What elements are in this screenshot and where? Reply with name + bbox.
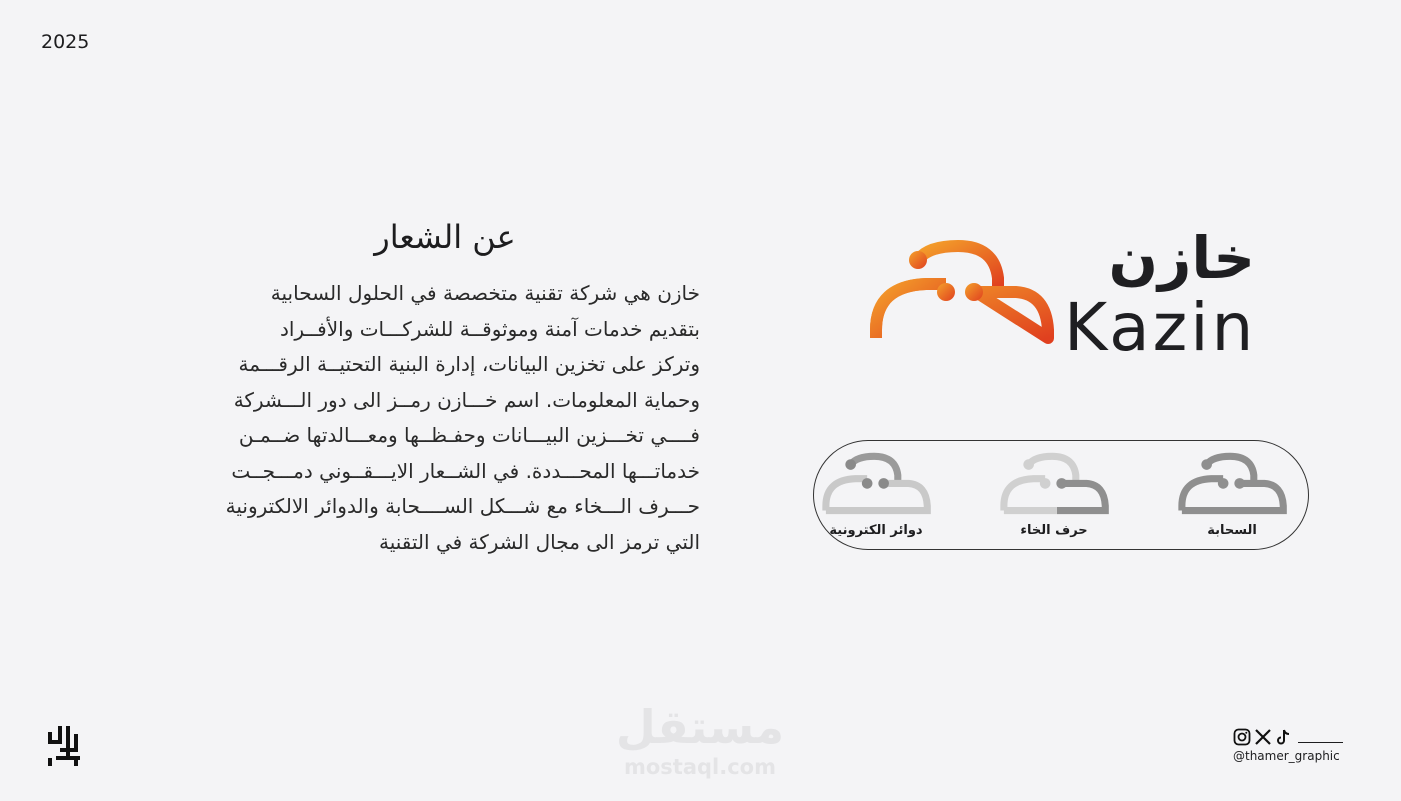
instagram-icon[interactable] xyxy=(1233,728,1251,746)
variant-label: دوائر الكترونية xyxy=(829,523,923,538)
cloud-circuit-dots-icon xyxy=(820,451,932,517)
about-line: التي ترمز الى مجال الشركة في التقنية xyxy=(378,529,700,554)
about-heading: عن الشعار xyxy=(374,218,516,256)
cloud-icon xyxy=(1176,451,1288,517)
kazin-logo-mark-icon xyxy=(866,238,1056,348)
about-line: خدماتـــها المحـــددة. في الشــعار الايـــقــوني دمـــجــت xyxy=(231,458,700,483)
variant-cloud xyxy=(1167,451,1297,538)
x-icon[interactable] xyxy=(1254,728,1272,746)
about-text xyxy=(155,276,700,560)
variant-letter-khaa xyxy=(989,451,1119,538)
logo-breakdown-panel xyxy=(813,440,1309,550)
about-line: وحماية المعلومات. اسم خـــازن رمــز الى دور الـــشركة xyxy=(233,387,700,412)
variant-circuit-dots xyxy=(811,451,941,538)
variant-label: السحابة xyxy=(1207,523,1257,538)
social-handle[interactable]: @thamer_graphic xyxy=(1233,749,1340,763)
social-divider xyxy=(1298,742,1343,743)
logo-name-arabic: خازن xyxy=(1108,224,1255,292)
watermark-url: mostaql.com xyxy=(624,755,776,779)
about-line: خازن هي شركة تقنية متخصصة في الحلول السحابية xyxy=(270,281,700,305)
about-line: فــــي تخـــزين البيـــانات وحفـظــها ومعـــالدتها ضــمـن xyxy=(238,423,700,447)
mostaql-watermark xyxy=(600,700,800,780)
about-line: وتركز على تخزين البيانات، إدارة البنية التحتيــة الرقـــمة xyxy=(238,352,700,376)
social-block xyxy=(1233,728,1343,763)
about-line: حـــرف الـــخاء مع شـــكل الســــحابة والدوائر الالكترونية xyxy=(225,494,700,518)
tiktok-icon[interactable] xyxy=(1275,728,1291,746)
letter-khaa-icon xyxy=(998,451,1110,517)
year-label: 2025 xyxy=(41,31,90,53)
designer-signature-logo xyxy=(46,722,84,768)
social-icons xyxy=(1233,728,1343,746)
watermark-arabic: مستقل xyxy=(615,700,785,754)
about-line: بتقديم خدمات آمنة وموثوقــة للشركـــات والأفــراد xyxy=(279,316,700,341)
variant-label: حرف الخاء xyxy=(1020,523,1088,538)
logo-name-english: Kazin xyxy=(1064,289,1257,366)
